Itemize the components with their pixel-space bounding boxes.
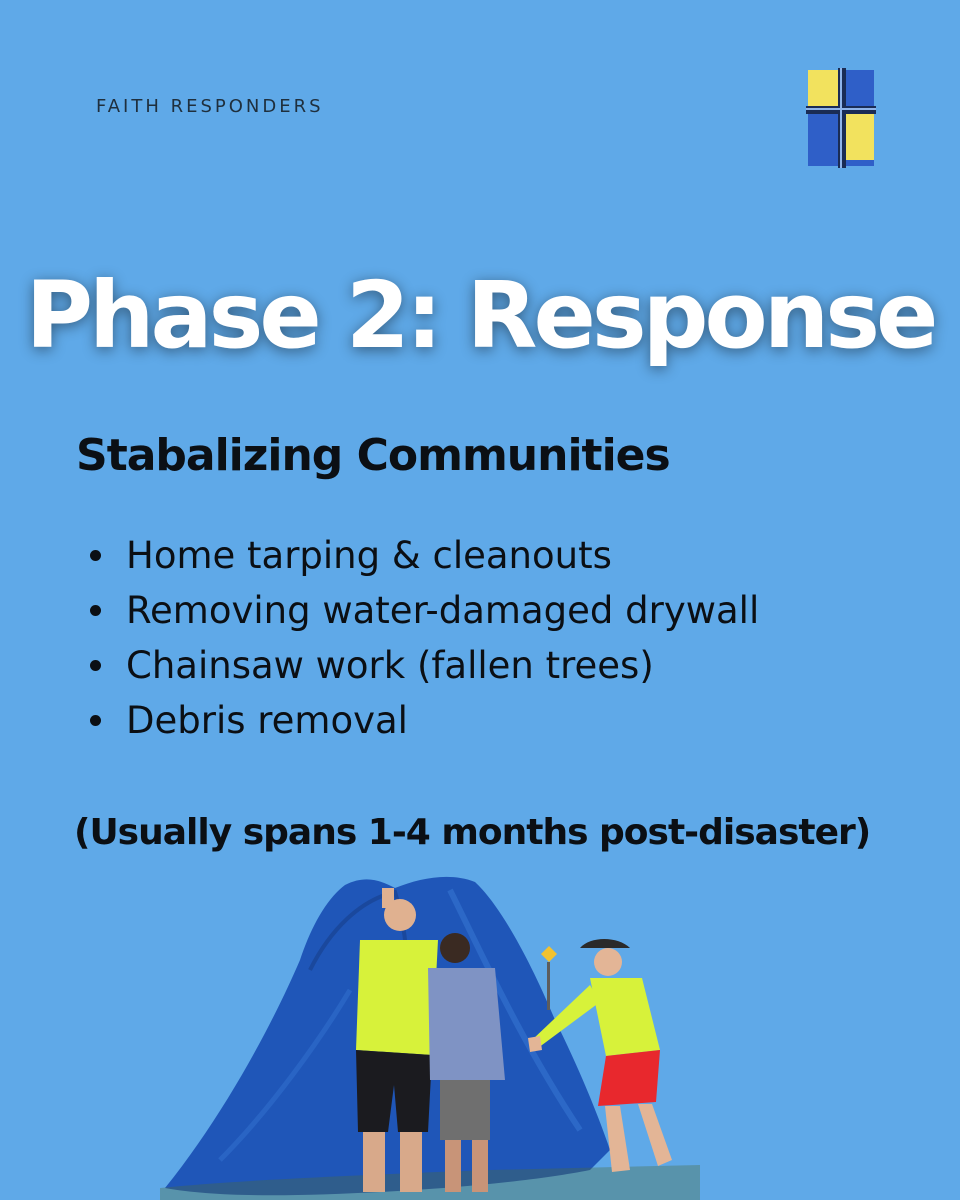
list-item — [86, 528, 759, 583]
cross-flag-logo-icon — [806, 68, 876, 168]
task-list — [86, 528, 759, 748]
bullet-icon — [90, 605, 101, 616]
bullet-icon — [90, 715, 101, 726]
task-label: Debris removal — [126, 699, 408, 742]
brand-name: FAITH RESPONDERS — [96, 96, 324, 117]
bullet-icon — [90, 660, 101, 671]
duration-note: (Usually spans 1-4 months post-disaster) — [74, 812, 871, 853]
list-item — [86, 638, 759, 693]
task-label: Removing water-damaged drywall — [126, 589, 760, 632]
task-label: Chainsaw work (fallen trees) — [126, 644, 654, 687]
task-label: Home tarping & cleanouts — [126, 534, 612, 577]
list-item — [86, 583, 759, 638]
page-title: Phase 2: Response — [25, 262, 935, 369]
page-subtitle: Stabalizing Communities — [76, 430, 670, 481]
volunteers-tarp-photo — [160, 870, 700, 1200]
bullet-icon — [90, 550, 101, 561]
list-item — [86, 693, 759, 748]
